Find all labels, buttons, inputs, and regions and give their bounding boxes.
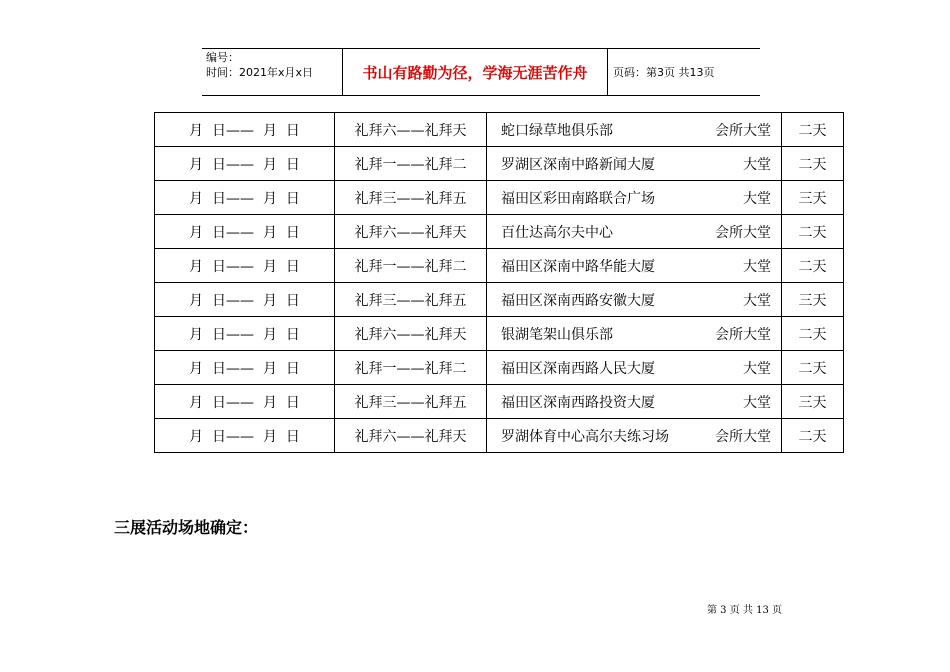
- date-range-cell: 月 日—— 月 日: [155, 113, 335, 147]
- place-name: 福田区深南西路安徽大厦: [501, 292, 655, 309]
- duration-cell: 二天: [782, 317, 844, 351]
- duration-cell: 三天: [782, 283, 844, 317]
- date-range-cell: 月 日—— 月 日: [155, 317, 335, 351]
- duration-cell: 二天: [782, 419, 844, 453]
- location-wrap: [487, 154, 781, 174]
- header-meta: [202, 49, 343, 95]
- place-name: 福田区深南西路投资大厦: [501, 394, 655, 411]
- location-wrap: [487, 290, 781, 310]
- schedule-table: [154, 112, 844, 453]
- location-cell: [487, 147, 782, 181]
- location-cell: [487, 317, 782, 351]
- weekday-range-cell: 礼拜一——礼拜二: [335, 147, 487, 181]
- table-row: [155, 215, 844, 249]
- table-row: [155, 419, 844, 453]
- place-name: 福田区深南中路华能大厦: [501, 258, 655, 275]
- place-name: 罗湖区深南中路新闻大厦: [501, 156, 655, 173]
- weekday-range-cell: 礼拜六——礼拜天: [335, 419, 487, 453]
- location-cell: [487, 351, 782, 385]
- duration-cell: 三天: [782, 385, 844, 419]
- duration-cell: 三天: [782, 181, 844, 215]
- page-footer: 第 3 页 共 13 页: [707, 605, 782, 616]
- location-cell: [487, 215, 782, 249]
- date-range-cell: 月 日—— 月 日: [155, 283, 335, 317]
- weekday-range-cell: 礼拜三——礼拜五: [335, 283, 487, 317]
- duration-cell: 二天: [782, 147, 844, 181]
- weekday-range-cell: 礼拜三——礼拜五: [335, 181, 487, 215]
- location-wrap: [487, 358, 781, 378]
- weekday-range-cell: 礼拜三——礼拜五: [335, 385, 487, 419]
- location-wrap: [487, 120, 781, 140]
- venue-name: 大堂: [743, 190, 771, 207]
- table-row: [155, 283, 844, 317]
- weekday-range-cell: 礼拜六——礼拜天: [335, 215, 487, 249]
- date-range-cell: 月 日—— 月 日: [155, 147, 335, 181]
- weekday-range-cell: 礼拜一——礼拜二: [335, 249, 487, 283]
- location-cell: [487, 249, 782, 283]
- place-name: 福田区彩田南路联合广场: [501, 190, 655, 207]
- duration-cell: 二天: [782, 351, 844, 385]
- venue-name: 会所大堂: [715, 224, 771, 241]
- table-row: [155, 147, 844, 181]
- date-range-cell: 月 日—— 月 日: [155, 249, 335, 283]
- table-row: [155, 249, 844, 283]
- header-motto: 书山有路勤为径，学海无涯苦作舟: [343, 49, 608, 95]
- date-range-cell: 月 日—— 月 日: [155, 385, 335, 419]
- table-row: [155, 181, 844, 215]
- venue-name: 会所大堂: [715, 122, 771, 139]
- header-time: 时间：2021年x月x日: [206, 66, 314, 79]
- duration-cell: 二天: [782, 113, 844, 147]
- location-wrap: [487, 222, 781, 242]
- table-row: [155, 351, 844, 385]
- venue-name: 会所大堂: [715, 326, 771, 343]
- venue-name: 大堂: [743, 360, 771, 377]
- location-cell: [487, 419, 782, 453]
- venue-name: 会所大堂: [715, 428, 771, 445]
- table-row: [155, 385, 844, 419]
- weekday-range-cell: 礼拜六——礼拜天: [335, 113, 487, 147]
- section-title: 三展活动场地确定：: [114, 518, 259, 537]
- weekday-range-cell: 礼拜一——礼拜二: [335, 351, 487, 385]
- schedule-table-body: [155, 113, 844, 453]
- location-wrap: [487, 324, 781, 344]
- header-number-label: 编号：: [206, 51, 239, 64]
- venue-name: 大堂: [743, 292, 771, 309]
- date-range-cell: 月 日—— 月 日: [155, 181, 335, 215]
- weekday-range-cell: 礼拜六——礼拜天: [335, 317, 487, 351]
- header-page-code: 页码：第3页 共13页: [613, 66, 715, 79]
- location-cell: [487, 283, 782, 317]
- location-wrap: [487, 426, 781, 446]
- date-range-cell: 月 日—— 月 日: [155, 215, 335, 249]
- location-wrap: [487, 392, 781, 412]
- date-range-cell: 月 日—— 月 日: [155, 419, 335, 453]
- table-row: [155, 113, 844, 147]
- place-name: 百仕达高尔夫中心: [501, 224, 613, 241]
- duration-cell: 二天: [782, 249, 844, 283]
- table-row: [155, 317, 844, 351]
- venue-name: 大堂: [743, 258, 771, 275]
- location-wrap: [487, 256, 781, 276]
- location-cell: [487, 385, 782, 419]
- place-name: 蛇口绿草地俱乐部: [501, 122, 613, 139]
- location-wrap: [487, 188, 781, 208]
- place-name: 罗湖体育中心高尔夫练习场: [501, 428, 669, 445]
- venue-name: 大堂: [743, 394, 771, 411]
- location-cell: [487, 181, 782, 215]
- date-range-cell: 月 日—— 月 日: [155, 351, 335, 385]
- place-name: 银湖笔架山俱乐部: [501, 326, 613, 343]
- duration-cell: 二天: [782, 215, 844, 249]
- location-cell: [487, 113, 782, 147]
- page-header: [202, 48, 760, 96]
- venue-name: 大堂: [743, 156, 771, 173]
- place-name: 福田区深南西路人民大厦: [501, 360, 655, 377]
